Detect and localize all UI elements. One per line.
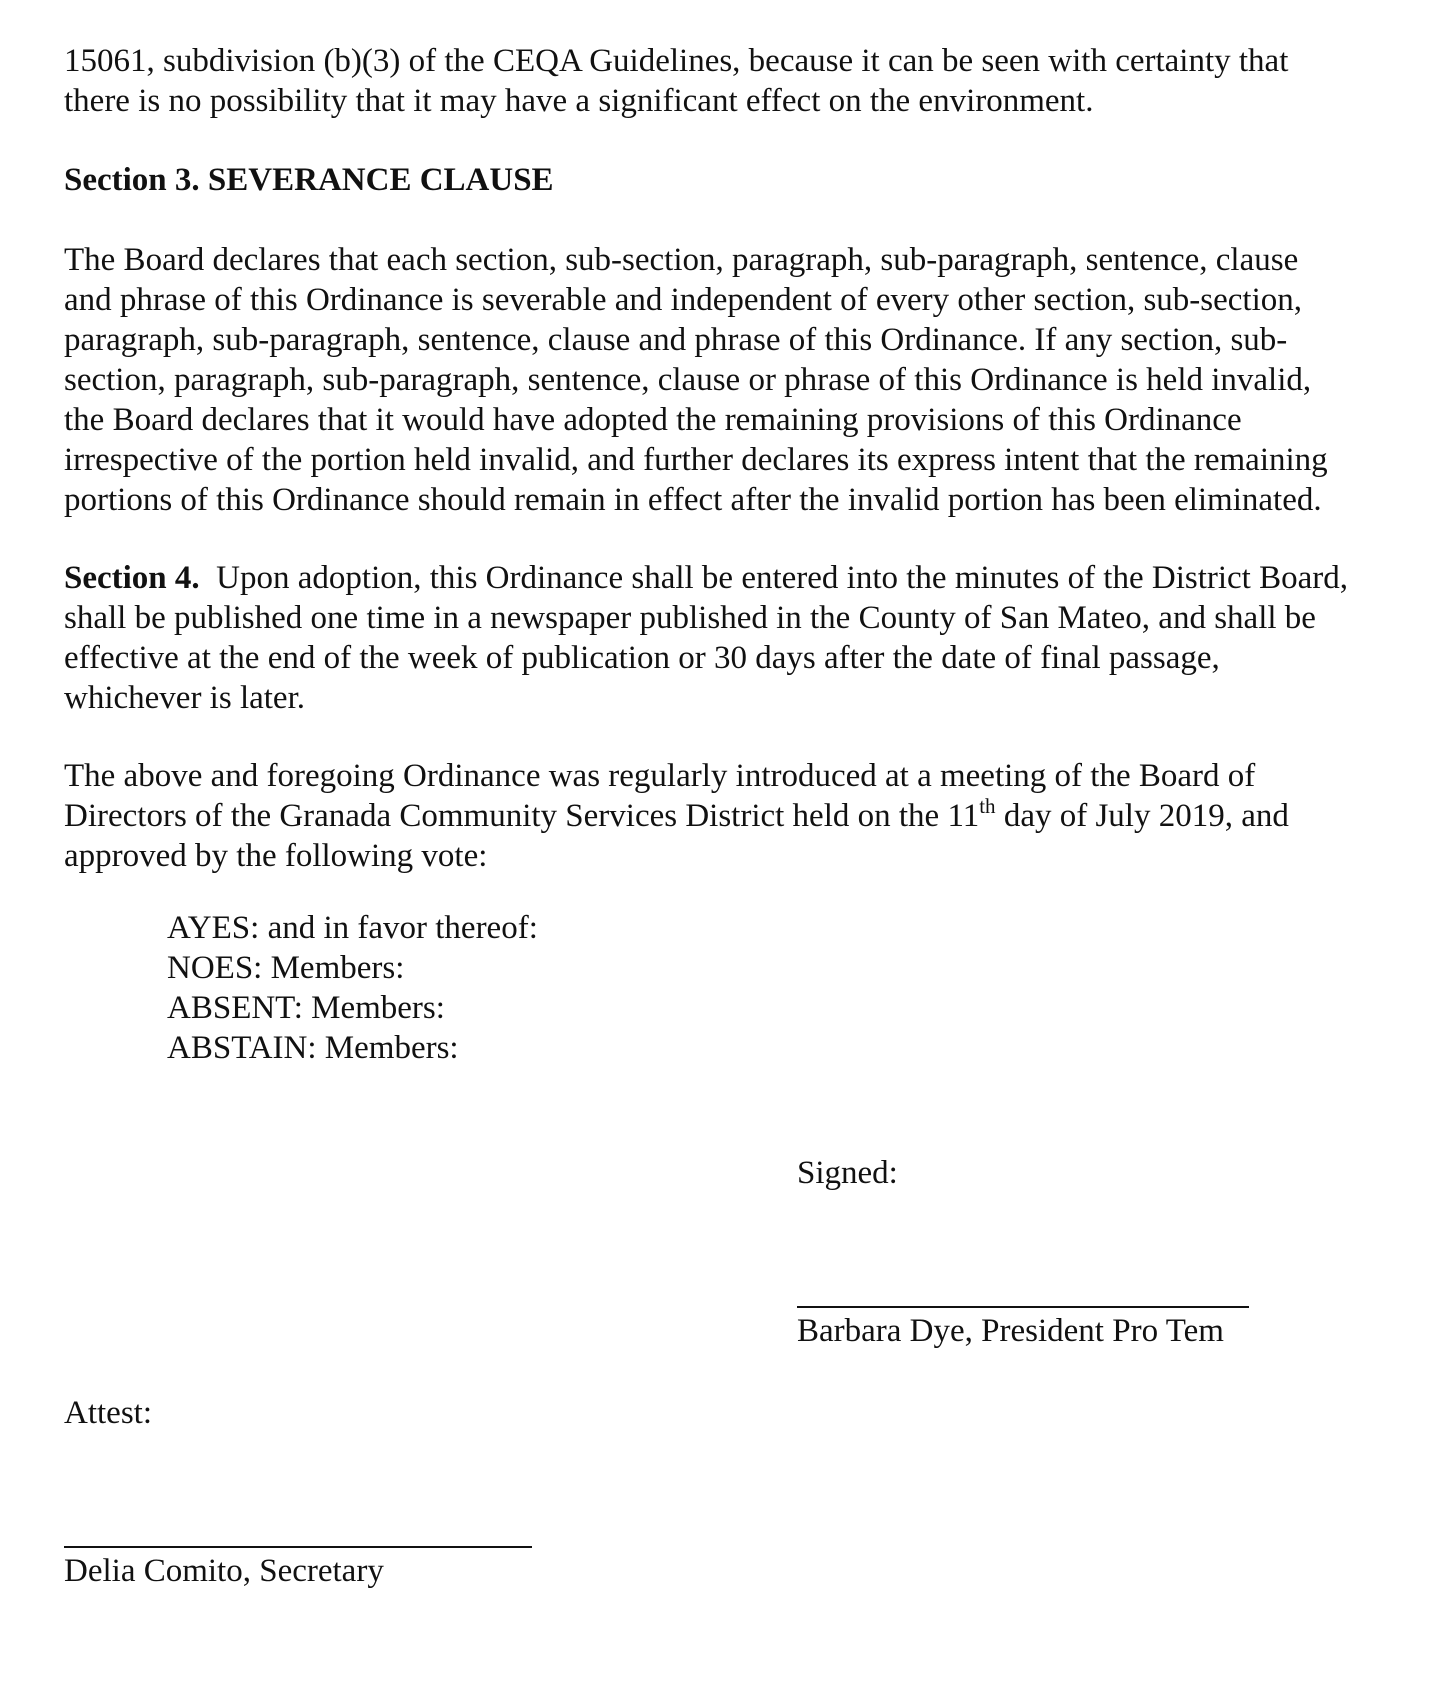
- paragraph-line: portions of this Ordinance should remain in effect after the invalid portion has been eliminated.: [64, 482, 1322, 518]
- signed-label: Signed:: [797, 1155, 898, 1191]
- president-signer-name: Barbara Dye, President Pro Tem: [797, 1313, 1224, 1349]
- ordinal-suffix: th: [979, 794, 996, 818]
- continuation-paragraph: [64, 41, 1424, 121]
- paragraph-line: The above and foregoing Ordinance was regularly introduced at a meeting of the Board of: [64, 758, 1256, 794]
- paragraph-line: 15061, subdivision (b)(3) of the CEQA Guidelines, because it can be seen with certainty that: [64, 43, 1289, 79]
- paragraph-line: section, paragraph, sub-paragraph, sentence, clause or phrase of this Ordinance is held invalid,: [64, 362, 1312, 398]
- paragraph-line: The Board declares that each section, sub-section, paragraph, sub-paragraph, sentence, clause: [64, 242, 1299, 278]
- vote-noes: NOES: Members:: [167, 950, 405, 986]
- vote-ayes: AYES: and in favor thereof:: [167, 910, 538, 946]
- paragraph-line: there is no possibility that it may have a significant effect on the environment.: [64, 83, 1094, 119]
- secretary-signer-name: Delia Comito, Secretary: [64, 1553, 384, 1589]
- paragraph-line: [64, 558, 1424, 598]
- vote-tally: [167, 908, 538, 1068]
- paragraph-line: the Board declares that it would have adopted the remaining provisions of this Ordinance: [64, 402, 1242, 438]
- paragraph-line: irrespective of the portion held invalid, and further declares its express intent that the remaining: [64, 442, 1328, 478]
- severance-clause-paragraph: [64, 240, 1424, 520]
- section-3-heading: Section 3. SEVERANCE CLAUSE: [64, 162, 554, 198]
- paragraph-line: approved by the following vote:: [64, 838, 488, 874]
- secretary-signature-line: [64, 1546, 532, 1548]
- paragraph-line: whichever is later.: [64, 680, 305, 716]
- section-4-paragraph: [64, 558, 1424, 718]
- intro-line-start: Directors of the Granada Community Services District held on the 11: [64, 798, 980, 834]
- paragraph-line: paragraph, sub-paragraph, sentence, clause and phrase of this Ordinance. If any section, sub-: [64, 322, 1288, 358]
- vote-absent: ABSENT: Members:: [167, 990, 445, 1026]
- president-signature-line: [797, 1306, 1249, 1308]
- attest-label: Attest:: [64, 1395, 152, 1431]
- introduction-paragraph: [64, 756, 1424, 876]
- section-4-label: Section 4.: [64, 560, 200, 596]
- paragraph-line: and phrase of this Ordinance is severable and independent of every other section, sub-section,: [64, 282, 1302, 318]
- paragraph-line: shall be published one time in a newspaper published in the County of San Mateo, and shall be: [64, 600, 1316, 636]
- paragraph-line: effective at the end of the week of publication or 30 days after the date of final passage,: [64, 640, 1220, 676]
- vote-abstain: ABSTAIN: Members:: [167, 1030, 459, 1066]
- section-4-first-line: Upon adoption, this Ordinance shall be entered into the minutes of the District Board,: [199, 560, 1349, 596]
- intro-line-end: day of July 2019, and: [995, 798, 1289, 834]
- paragraph-line: [64, 796, 1424, 836]
